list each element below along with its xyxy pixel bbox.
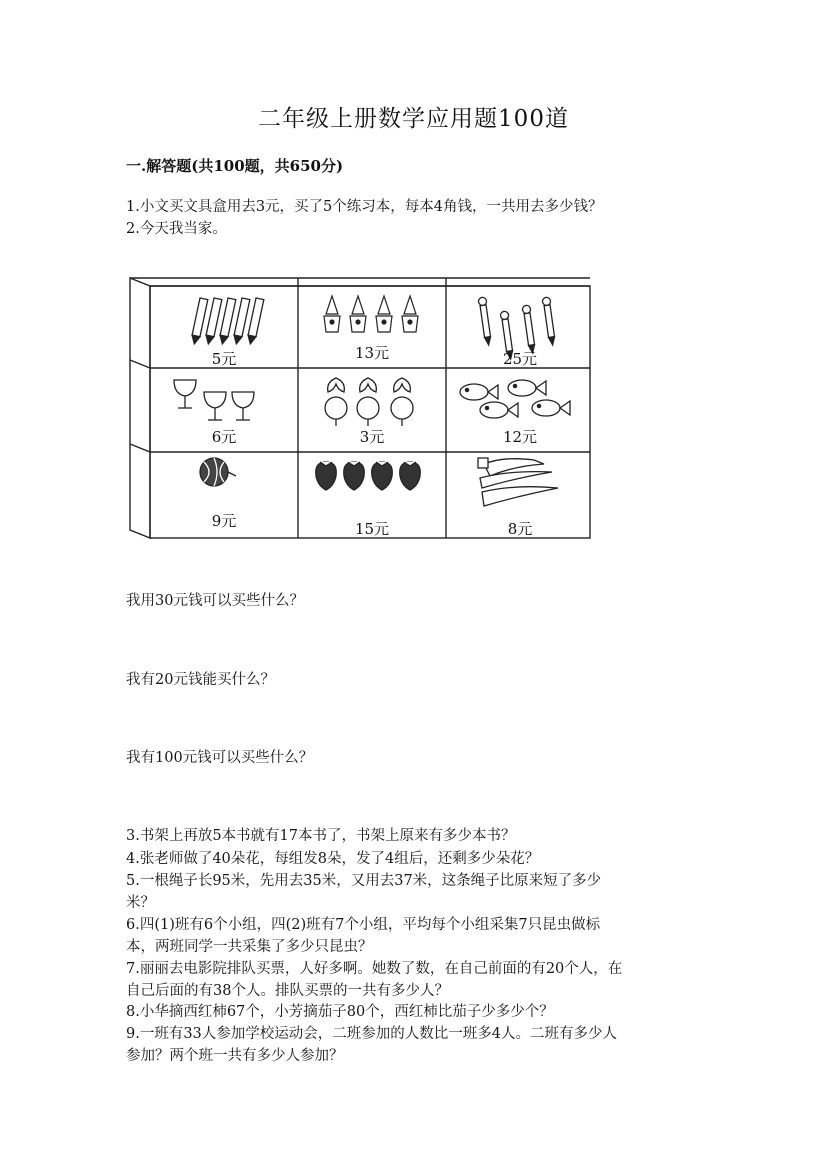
question-line: 3.书架上再放5本书就有17本书了，书架上原来有多少本书？ xyxy=(126,828,516,844)
question-2: 2.今天我当家。 xyxy=(126,221,227,237)
question-line: 5.一根绳子长95米，先用去35米，又用去37米，这条绳子比原来短了多少 xyxy=(126,873,602,889)
cups-icon xyxy=(174,380,254,420)
question-line: 参加？两个班一共有多少人参加？ xyxy=(126,1048,344,1064)
radishes-icon xyxy=(325,378,413,426)
price-pens: 25元 xyxy=(502,350,538,368)
question-line: 自己后面的有38个人。排队买票的一共有多少人？ xyxy=(126,983,449,999)
watermelon-icon xyxy=(200,458,236,486)
strawberries-icon xyxy=(316,462,421,490)
question-line: 6.四(1)班有6个小组，四(2)班有7个小组，平均每个小组采集7只昆虫做标 xyxy=(126,917,601,933)
price-table xyxy=(128,272,598,544)
question-line: 4.张老师做了40朵花，每组发8朵，发了4组后，还剩多少朵花？ xyxy=(126,851,540,867)
section-heading: 一.解答题(共100题，共650分) xyxy=(126,157,344,175)
bananas-icon xyxy=(478,458,558,506)
question-line: 本，两班同学一共采集了多少只昆虫？ xyxy=(126,939,373,955)
question-2c: 我有100元钱可以买些什么？ xyxy=(126,750,314,766)
price-bananas: 8元 xyxy=(507,520,533,538)
pencils-icon xyxy=(190,298,263,345)
fish-icon xyxy=(460,380,570,418)
price-cups: 6元 xyxy=(211,428,237,446)
cakes-icon xyxy=(324,296,418,332)
question-2b: 我有20元钱能买什么？ xyxy=(126,672,275,688)
question-line: 9.一班有33人参加学校运动会，二班参加的人数比一班多4人。二班有多少人 xyxy=(126,1026,618,1042)
price-cakes: 13元 xyxy=(354,344,390,362)
price-radishes: 3元 xyxy=(359,428,385,446)
question-1: 1.小文买文具盒用去3元，买了5个练习本，每本4角钱，一共用去多少钱？ xyxy=(126,199,603,215)
price-fish: 12元 xyxy=(502,428,538,446)
question-2a: 我用30元钱可以买些什么？ xyxy=(126,593,304,609)
price-watermelon: 9元 xyxy=(211,512,237,530)
price-pencils: 5元 xyxy=(211,350,237,368)
question-line: 8.小华摘西红柿67个，小芳摘茄子80个，西红柿比茄子少多少个？ xyxy=(126,1004,554,1020)
price-strawberries: 15元 xyxy=(354,520,390,538)
question-line: 7.丽丽去电影院排队买票，人好多啊。她数了数，在自己前面的有20个人，在 xyxy=(126,961,623,977)
page-title: 二年级上册数学应用题100道 xyxy=(258,106,569,132)
question-line: 米？ xyxy=(126,895,155,911)
